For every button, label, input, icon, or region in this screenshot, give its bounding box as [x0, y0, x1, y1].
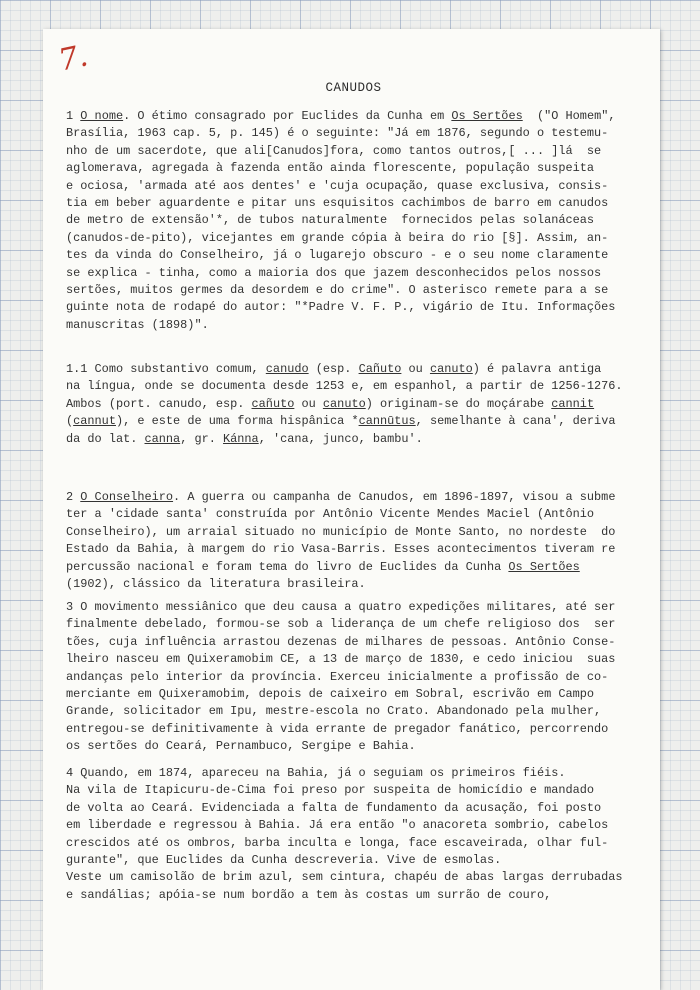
paragraph-1 — [66, 108, 638, 334]
section-heading: O Conselheiro — [80, 490, 174, 504]
term: canuto — [322, 396, 366, 411]
term: cannit — [551, 396, 595, 411]
text-run: . A guerra ou campanha de Canudos, em 1896-1897, visou a subme ter a 'cidade santa' construída por Antônio Vicente Mendes Maciel (Antônio Conselheiro), um arraial situado no município de Monte Santo, no nordeste do Estado da Bahia, à margem do rio Vasa-Barris. Esses acontecimentos tiveram re percussão nacional e foram tema do livro de Euclides da Cunha — [66, 490, 616, 574]
section-number: 2 — [66, 490, 81, 504]
paragraph-2 — [66, 489, 638, 593]
book-title: Os Sertões — [451, 109, 523, 123]
text-run: ), e este de uma forma hispânica * — [115, 414, 359, 429]
term: canuto — [429, 362, 473, 376]
paragraph-1-1 — [66, 361, 638, 448]
text-run: ) é palavra antiga na língua, onde se documenta desde 1253 e, em espanhol, a partir de 1256-1276. Ambos (port. canudo, esp. — [66, 362, 623, 411]
term: cañuto — [251, 396, 295, 411]
text-run: 1.1 Como substantivo comum, — [66, 362, 266, 376]
text-run: (esp. — [308, 362, 359, 376]
text-run: ) originam-se do moçárabe — [365, 396, 552, 411]
text-run: , 'cana, junco, bambu'. — [258, 431, 423, 446]
page-title: CANUDOS — [325, 81, 382, 95]
text-run: . O étimo consagrado por Euclides da Cunha em — [123, 109, 452, 123]
text-run: ou — [401, 362, 430, 376]
paragraph-3: 3 O movimento messiânico que deu causa a quatro expedições militares, até ser finalmente debelado, formou-se sob a liderança de um chefe religioso dos ser tões, cuja influência arrastou dezenas de milhares de pessoas. Antônio Conse- lheiro nasceu em Quixeramobim CE, a 13 de março de 1830, e cedo iniciou suas andanças pelo interior da província. Exerceu inicialmente a profissão de co- merciante em Quixeramobim, depois de caixeiro em Sobral, escrivão em Campo Grande, solicitador em Ipu, mestre-escola no Crato. Abandonado pela mulher, entregou-se definitivamente à vida errante de pregador fanático, percorrendo os sertões do Ceará, Pernambuco, Sergipe e Bahia. — [66, 600, 616, 754]
text-run: , semelhante à cana', deriva da do lat. — [66, 414, 616, 446]
section-heading: O nome — [80, 109, 124, 123]
text-run: ( — [66, 414, 74, 429]
text-run: (1902), clássico da literatura brasileira. — [66, 577, 366, 592]
paragraph-4: 4 Quando, em 1874, apareceu na Bahia, já o seguiam os primeiros fiéis. Na vila de Itapicuru-de-Cima foi preso por suspeita de homicídio e mandado de volta ao Ceará. Evidenciada a falta de fundamento da acusação, foi posto em liberdade e regressou à Bahia. Já era então "o anacoreta sombrio, cabelos crescidos até os ombros, barba inculta e longa, face escaveirada, olhar ful- gurante", que Euclides da Cunha descreveria. Vive de esmolas. Veste um camisolão de brim azul, sem cintura, chapéu de abas largas derrubadas e sandálias; apóia-se num bordão a tem às costas um surrão de couro, — [66, 766, 623, 902]
handwritten-page-number: 7. — [55, 38, 91, 79]
term: cannūtus — [358, 414, 416, 429]
book-title: Os Sertões — [508, 559, 580, 574]
section-number: 1 — [66, 109, 81, 123]
term: cannut — [73, 414, 116, 429]
text-run: ("O Homem", Brasília, 1963 cap. 5, p. 145) é o seguinte: "Já em 1876, segundo o testemu- nho de um sacerdote, que ali[Canudos]fora, como tantos outros,[ ... ]lá se aglomerava, agregada à fazenda então ainda florescente, população suspeita e ociosa, 'armada até aos dentes' e 'cuja ocupação, quase exclusiva, consis- tia em beber aguardente e pitar uns esquisitos cachimbos de barro em canudos de metro de extensão'*, de tubos naturalmente fornecidos pelas solanáceas (canudos-de-pito), vicejantes em grande cópia à beira do rio [§]. Assim, an- tes da vinda do Conselheiro, já o lugarejo obscuro - e o seu nome claramente se explica - tinha, como a maioria dos que jazem desconhecidos pelos nossos sertões, muitos germes da desordem e do crime". O asterisco remete para a se guinte nota de rodapé do autor: "*Padre V. F. P., vigário de Itu. Informações manuscritas (1898)". — [66, 109, 616, 332]
typed-page — [43, 29, 660, 990]
text-run: ou — [294, 396, 323, 411]
term: canna — [144, 431, 181, 446]
text-run: , gr. — [180, 431, 224, 446]
term: Kánna — [223, 431, 259, 446]
term: canudo — [265, 362, 309, 376]
term: Cañuto — [358, 362, 402, 376]
